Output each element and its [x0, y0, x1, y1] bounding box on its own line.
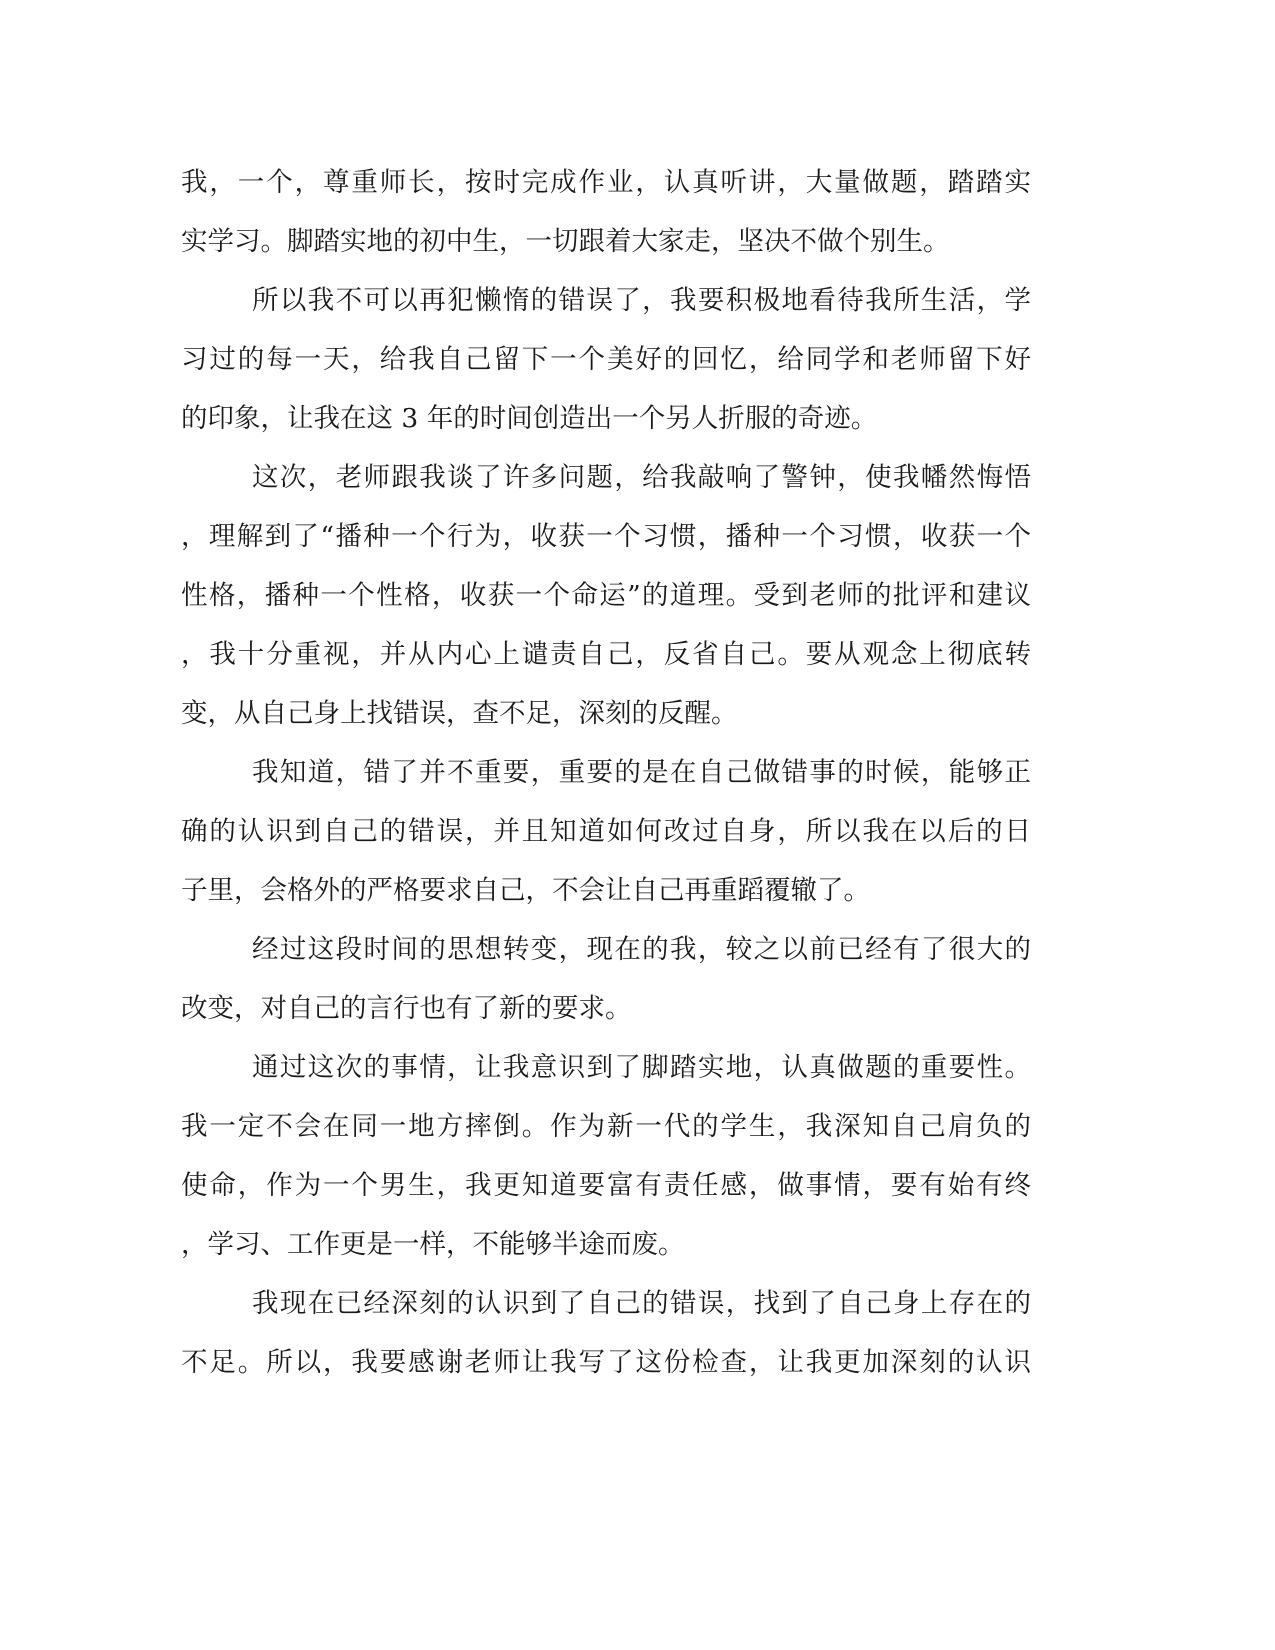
body-text [181, 157, 1031, 1396]
text-line: 这次，老师跟我谈了许多问题，给我敲响了警钟，使我幡然悔悟 [252, 462, 1031, 493]
text-line: ，我十分重视，并从内心上谴责自己，反省自己。要从观念上彻底转 [181, 639, 1031, 670]
text-line: 确的认识到自己的错误，并且知道如何改过自身，所以我在以后的日 [181, 816, 1031, 847]
text-line: 我一定不会在同一地方摔倒。作为新一代的学生，我深知自己肩负的 [181, 1111, 1031, 1142]
text-line: 我知道，错了并不重要，重要的是在自己做错事的时候，能够正 [252, 757, 1031, 788]
text-line: 子里，会格外的严格要求自己，不会让自己再重蹈覆辙了。 [181, 875, 870, 906]
text-line: 不足。所以，我要感谢老师让我写了这份检查，让我更加深刻的认识 [181, 1347, 1031, 1378]
text-line: 使命，作为一个男生，我更知道要富有责任感，做事情，要有始有终 [181, 1170, 1031, 1201]
text-line: 变，从自己身上找错误，查不足，深刻的反醒。 [181, 698, 738, 729]
text-line: 性格，播种一个性格，收获一个命运”的道理。受到老师的批评和建议 [181, 580, 1031, 611]
text-line: 经过这段时间的思想转变，现在的我，较之以前已经有了很大的 [252, 934, 1031, 965]
text-line: 通过这次的事情，让我意识到了脚踏实地，认真做题的重要性。 [252, 1052, 1031, 1083]
text-line: 习过的每一天，给我自己留下一个美好的回忆，给同学和老师留下好 [181, 344, 1031, 375]
text-line: 所以我不可以再犯懒惰的错误了，我要积极地看待我所生活，学 [252, 285, 1031, 316]
text-line: ，理解到了“播种一个行为，收获一个习惯，播种一个习惯，收获一个 [181, 521, 1031, 552]
text-line: 我，一个，尊重师长，按时完成作业，认真听讲，大量做题，踏踏实 [181, 167, 1031, 198]
text-line: 的印象，让我在这 3 年的时间创造出一个另人折服的奇迹。 [181, 403, 878, 434]
text-line: 改变，对自己的言行也有了新的要求。 [181, 993, 632, 1024]
text-line: 实学习。脚踏实地的初中生，一切跟着大家走，坚决不做个别生。 [181, 226, 950, 257]
text-line: 我现在已经深刻的认识到了自己的错误，找到了自己身上存在的 [252, 1288, 1031, 1319]
text-line: ，学习、工作更是一样，不能够半途而废。 [181, 1229, 685, 1260]
